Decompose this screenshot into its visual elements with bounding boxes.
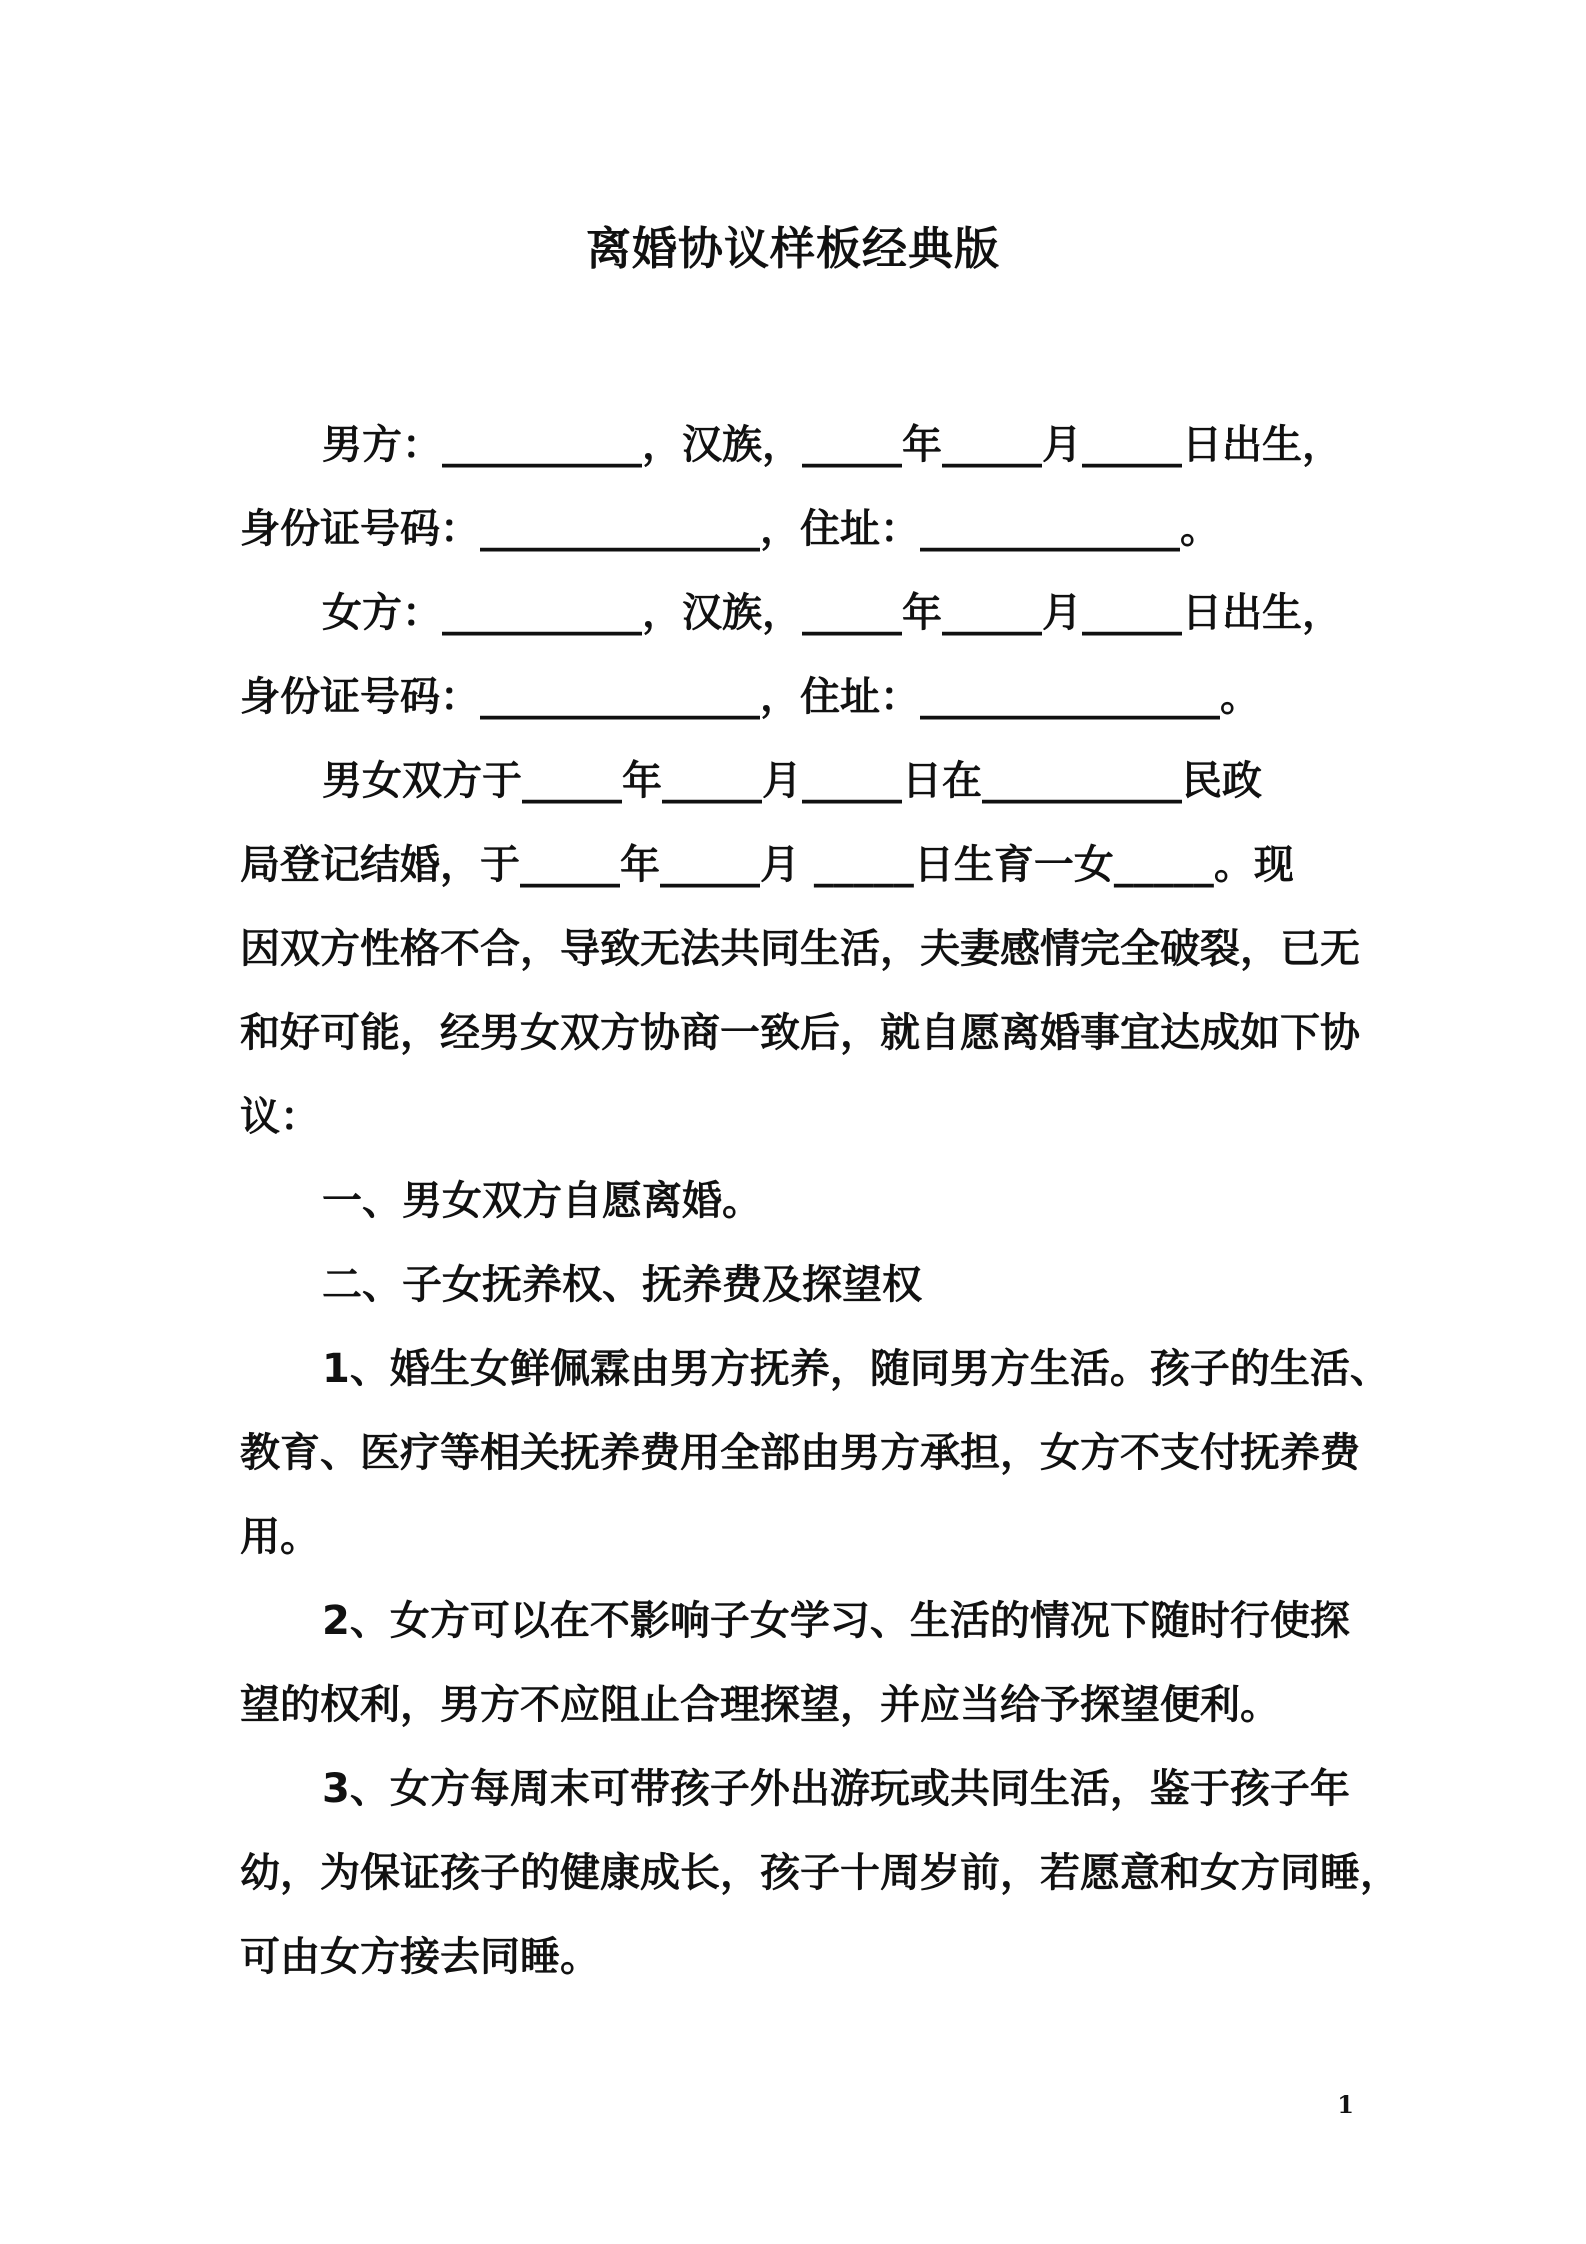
text-line: 教育、医疗等相关抚养费用全部由男方承担，女方不支付抚养费 xyxy=(240,1430,1360,1476)
clause-heading: 二、子女抚养权、抚养费及探望权 xyxy=(322,1262,922,1308)
text-line: 身份证号码：______________，住址：_______________。 xyxy=(240,674,1260,720)
text-line: 望的权利，男方不应阻止合理探望，并应当给予探望便利。 xyxy=(240,1682,1280,1728)
text-line: 议： xyxy=(240,1094,320,1140)
text-line: 和好可能，经男女双方协商一致后，就自愿离婚事宜达成如下协 xyxy=(240,1010,1360,1056)
text-line: 2、女方可以在不影响子女学习、生活的情况下随时行使探 xyxy=(322,1598,1350,1644)
text-line: 可由女方接去同睡。 xyxy=(240,1934,600,1980)
text-line: 男女双方于_____年_____月_____日在__________民政 xyxy=(322,758,1262,804)
text-line: 女方：__________，汉族，_____年_____月_____日出生， xyxy=(322,590,1342,636)
document-body xyxy=(240,403,1400,1999)
clause-heading: 一、男女双方自愿离婚。 xyxy=(322,1178,762,1224)
text-line: 因双方性格不合，导致无法共同生活，夫妻感情完全破裂，已无 xyxy=(240,926,1360,972)
text-line: 1、婚生女鲜佩霖由男方抚养，随同男方生活。孩子的生活、 xyxy=(322,1346,1390,1392)
document-title: 离婚协议样板经典版 xyxy=(585,222,1000,275)
text-line: 用。 xyxy=(240,1514,320,1560)
text-line: 身份证号码：______________，住址：_____________。 xyxy=(240,506,1220,552)
text-line: 局登记结婚，于_____年_____月 _____日生育一女_____。现 xyxy=(240,842,1294,888)
text-line: 男方：__________，汉族，_____年_____月_____日出生， xyxy=(322,422,1342,468)
text-line: 幼，为保证孩子的健康成长，孩子十周岁前，若愿意和女方同睡， xyxy=(240,1850,1400,1896)
text-line: 3、女方每周末可带孩子外出游玩或共同生活，鉴于孩子年 xyxy=(322,1766,1350,1812)
page-number: 1 xyxy=(1337,2090,1354,2119)
